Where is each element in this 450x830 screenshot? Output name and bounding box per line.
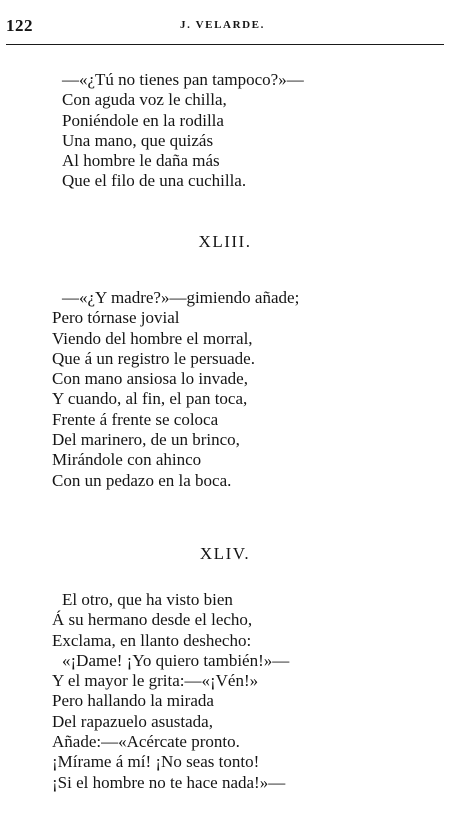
verse-line: ¡Mírame á mí! ¡No seas tonto! (52, 752, 260, 772)
verse-line: Exclama, en llanto deshecho: (52, 630, 252, 650)
verse-line: Con aguda voz le chilla, (62, 90, 227, 110)
verse-line: Poniéndole en la rodilla (62, 110, 224, 130)
verse-line: Una mano, que quizás (62, 130, 214, 150)
verse-line: ¡Si el hombre no te hace nada!»— (52, 772, 286, 792)
verse-line: Con mano ansiosa lo invade, (52, 369, 248, 389)
section-title: XLIII. (198, 232, 252, 251)
verse-line: Al hombre le daña más (62, 151, 220, 171)
verse-line: «¡Dame! ¡Yo quiero también!»— (62, 650, 290, 670)
verse-line: Del marinero, de un brinco, (52, 430, 240, 450)
verse-line: Frente á frente se coloca (52, 409, 219, 429)
verse-line: —«¿Y madre?»—gimiendo añade; (62, 288, 300, 307)
verse-line: Y cuando, al fin, el pan toca, (52, 389, 248, 409)
verse-line: Añade:—«Acércate pronto. (52, 732, 240, 752)
stanza (52, 590, 289, 793)
section-title: XLIV. (199, 544, 251, 563)
verse-line: El otro, que ha visto bien (62, 590, 233, 609)
verse-line: —«¿Tú no tienes pan tampoco?»— (62, 70, 304, 89)
stanza (52, 288, 299, 491)
page-number: 122 (6, 16, 33, 35)
verse-line: Que el filo de una cuchilla. (62, 171, 247, 191)
verse-line: Á su hermano desde el lecho, (52, 610, 253, 630)
verse-line: Mirándole con ahinco (52, 450, 202, 470)
verse-line: Pero tórnase jovial (52, 308, 180, 328)
verse-line: Viendo del hombre el morral, (52, 328, 253, 348)
running-head: J. VELARDE. (180, 19, 265, 31)
header-rule (6, 44, 444, 45)
verse-line: Que á un registro le persuade. (52, 348, 255, 368)
verse-line: Y el mayor le grita:—«¡Vén!» (52, 671, 259, 691)
stanza (62, 70, 304, 192)
verse-line: Del rapazuelo asustada, (52, 711, 213, 731)
verse-line: Con un pedazo en la boca. (52, 470, 232, 490)
page-header (0, 16, 450, 36)
verse-line: Pero hallando la mirada (52, 691, 214, 711)
